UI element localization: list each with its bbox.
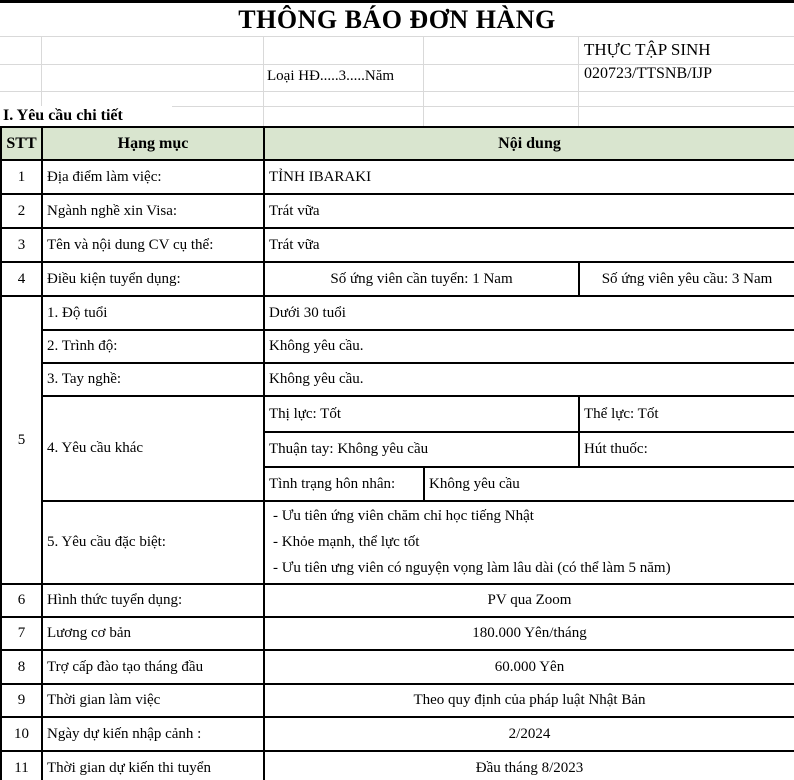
table-row	[1, 650, 794, 684]
stt-cell: 4	[1, 262, 42, 296]
category-cell: Thời gian dự kiến thi tuyển	[42, 751, 264, 780]
skill-content-cell: Không yêu cầu.	[264, 363, 794, 396]
age-label-cell: 1. Độ tuổi	[42, 296, 264, 330]
table-row	[1, 228, 794, 262]
candidates-required-cell: Số ứng viên yêu cầu: 3 Nam	[579, 262, 794, 296]
content-cell: 180.000 Yên/tháng	[264, 617, 794, 650]
col-header-content: Nội dung	[264, 127, 794, 160]
smoking-cell: Hút thuốc:	[579, 432, 794, 467]
category-cell: Ngày dự kiến nhập cảnh :	[42, 717, 264, 751]
gridline-vertical	[423, 36, 424, 126]
gridline-vertical	[41, 36, 42, 106]
table-row	[1, 262, 794, 296]
content-cell: 2/2024	[264, 717, 794, 751]
table-row	[1, 717, 794, 751]
content-cell: Đầu tháng 8/2023	[264, 751, 794, 780]
col-header-category: Hạng mục	[42, 127, 264, 160]
other-requirements-label-cell: 4. Yêu cầu khác	[42, 396, 264, 501]
table-row	[1, 584, 794, 617]
page-title: THÔNG BÁO ĐƠN HÀNG	[238, 5, 556, 34]
marital-value-cell: Không yêu cầu	[424, 467, 794, 501]
section-title: I. Yêu cầu chi tiết	[3, 107, 123, 124]
table-row	[1, 396, 794, 432]
special-requirement-item: - Ưu tiên ứng viên chăm chỉ học tiếng Nhật	[273, 508, 534, 524]
gridline-horizontal	[0, 91, 794, 92]
age-content-cell: Dưới 30 tuổi	[264, 296, 794, 330]
stt-cell: 1	[1, 160, 42, 194]
requirements-table	[0, 126, 794, 780]
special-requirement-item: - Ưu tiên ưng viên có nguyện vọng làm lâu dài (có thể làm 5 năm)	[273, 559, 671, 576]
table-row	[1, 330, 794, 363]
category-cell: Thời gian làm việc	[42, 684, 264, 717]
table-row	[1, 296, 794, 330]
gridline-horizontal	[172, 106, 794, 107]
stt-cell: 10	[1, 717, 42, 751]
education-content-cell: Không yêu cầu.	[264, 330, 794, 363]
handedness-cell: Thuận tay: Không yêu cầu	[264, 432, 579, 467]
content-cell: 60.000 Yên	[264, 650, 794, 684]
skill-label-cell: 3. Tay nghề:	[42, 363, 264, 396]
category-cell: Hình thức tuyển dụng:	[42, 584, 264, 617]
content-cell: TỈNH IBARAKI	[264, 160, 794, 194]
table-row	[1, 751, 794, 780]
table-row	[1, 684, 794, 717]
stt-cell: 6	[1, 584, 42, 617]
content-cell: Trát vữa	[264, 228, 794, 262]
special-requirements-label-cell: 5. Yêu cầu đặc biệt:	[42, 501, 264, 584]
physical-cell: Thể lực: Tốt	[579, 396, 794, 432]
content-cell: PV qua Zoom	[264, 584, 794, 617]
category-cell: Điều kiện tuyển dụng:	[42, 262, 264, 296]
special-requirements-content-cell	[264, 501, 794, 584]
marital-label-cell: Tình trạng hôn nhân:	[264, 467, 424, 501]
gridline-horizontal	[0, 36, 794, 37]
eyesight-cell: Thị lực: Tốt	[264, 396, 579, 432]
candidates-needed-cell: Số ứng viên cần tuyển: 1 Nam	[264, 262, 579, 296]
content-cell: Theo quy định của pháp luật Nhật Bản	[264, 684, 794, 717]
special-requirement-item: - Khỏe mạnh, thể lực tốt	[273, 533, 420, 550]
table-row	[1, 617, 794, 650]
gridline-vertical	[263, 36, 264, 126]
stt-cell: 8	[1, 650, 42, 684]
education-label-cell: 2. Trình độ:	[42, 330, 264, 363]
col-header-stt: STT	[1, 127, 42, 160]
category-cell: Tên và nội dung CV cụ thể:	[42, 228, 264, 262]
table-row	[1, 363, 794, 396]
category-cell: Ngành nghề xin Visa:	[42, 194, 264, 228]
gridline-vertical	[578, 36, 579, 126]
table-row	[1, 501, 794, 584]
content-cell: Trát vữa	[264, 194, 794, 228]
category-cell: Địa điểm làm việc:	[42, 160, 264, 194]
document-code: 020723/TTSNB/IJP	[584, 65, 713, 82]
category-cell: Trợ cấp đào tạo tháng đầu	[42, 650, 264, 684]
document-type-label: THỰC TẬP SINH	[584, 40, 711, 59]
stt-cell: 9	[1, 684, 42, 717]
stt-cell: 11	[1, 751, 42, 780]
stt-cell: 2	[1, 194, 42, 228]
table-row	[1, 194, 794, 228]
category-cell: Lương cơ bản	[42, 617, 264, 650]
stt-cell: 3	[1, 228, 42, 262]
stt-cell: 7	[1, 617, 42, 650]
table-row	[1, 160, 794, 194]
table-header-row	[1, 127, 794, 160]
contract-type-line: Loại HĐ.....3.....Năm	[267, 68, 395, 84]
stt-cell: 5	[1, 296, 42, 584]
